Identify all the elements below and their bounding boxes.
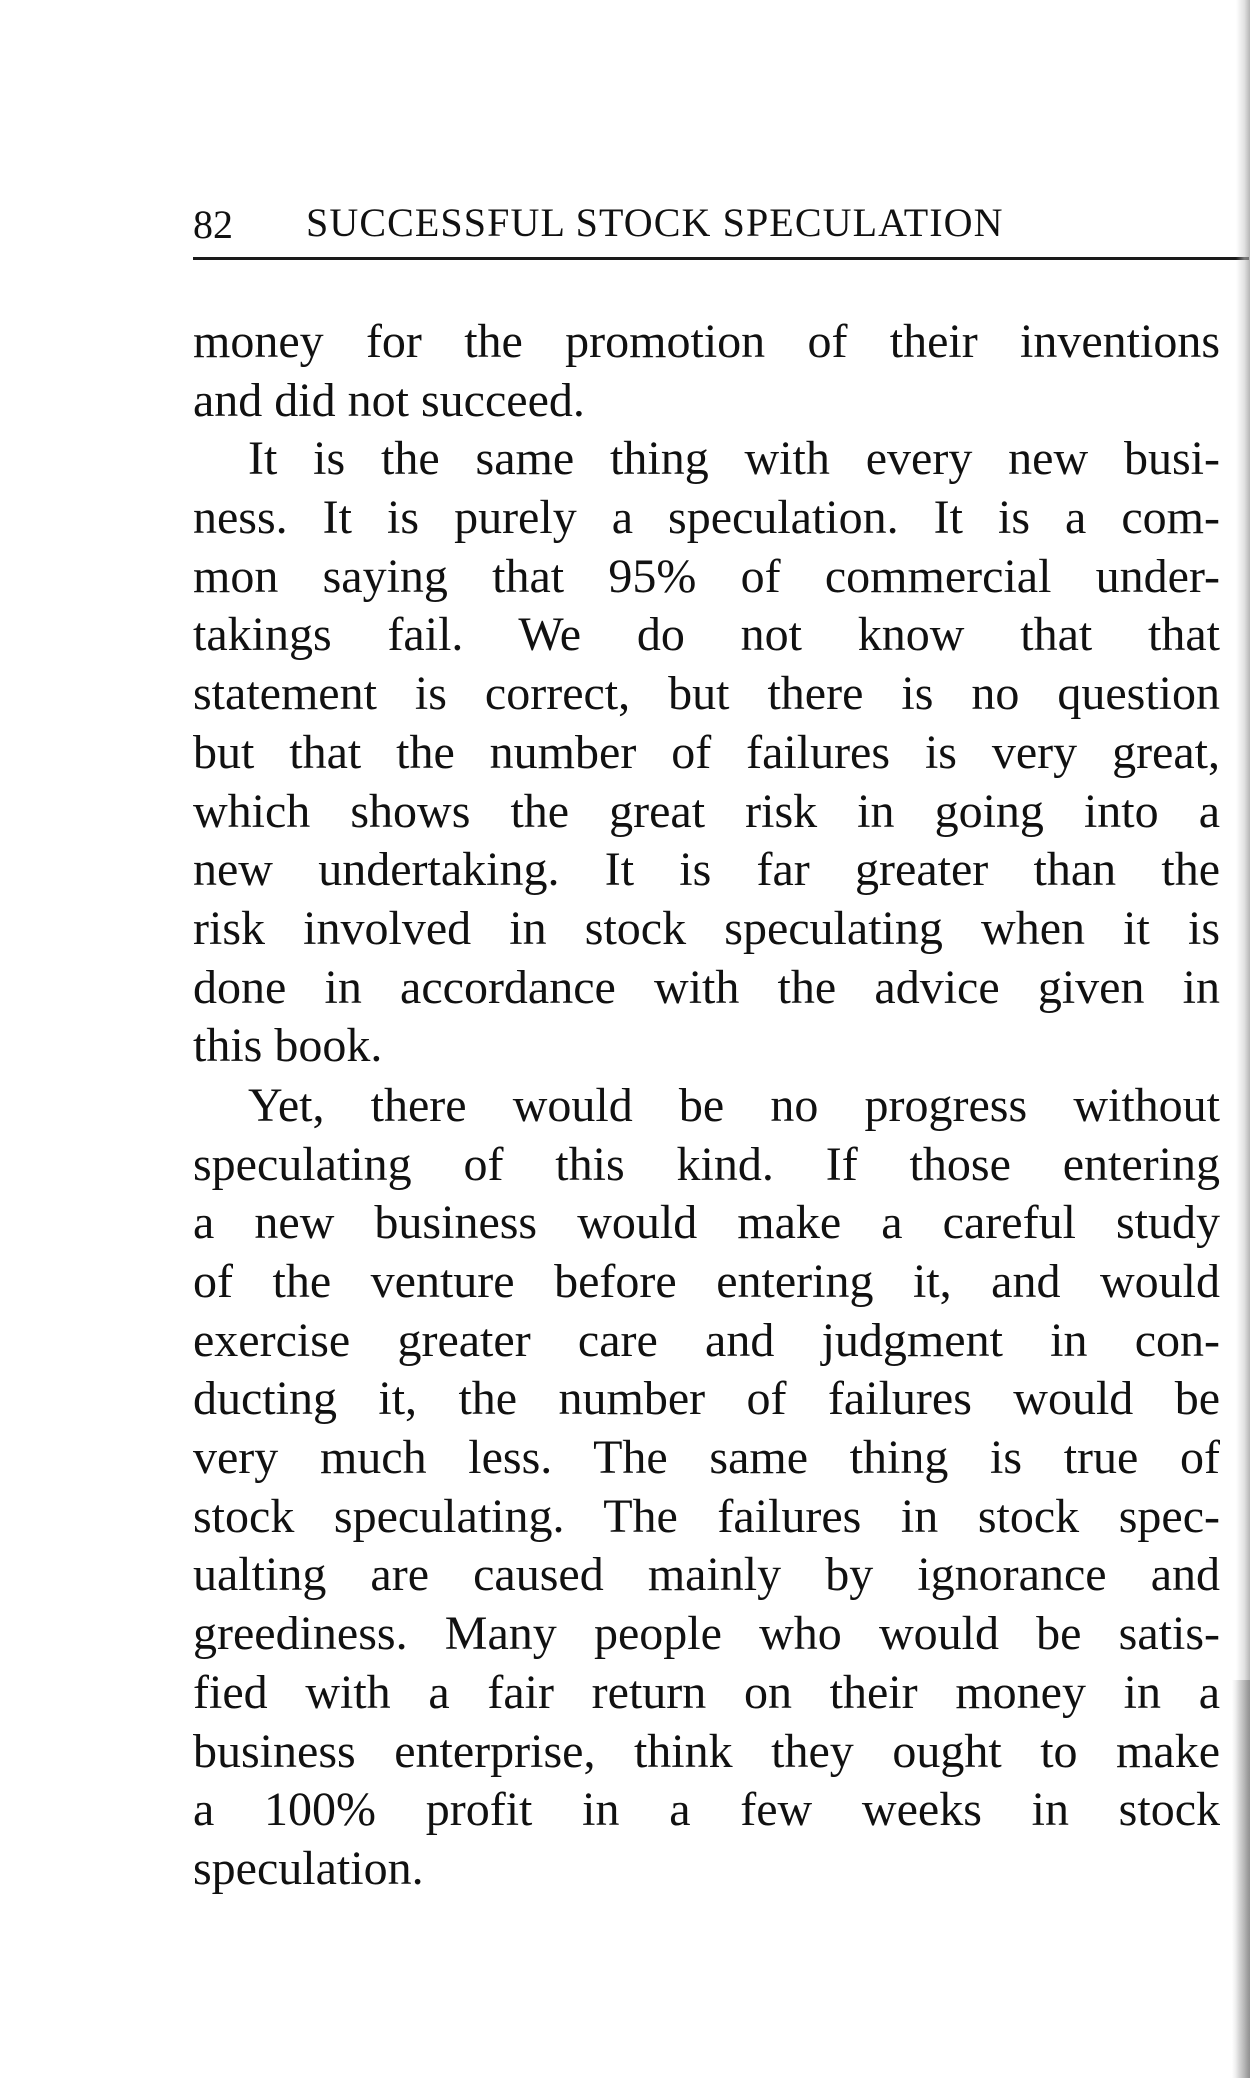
text-line: money for the promotion of their inventions	[193, 315, 1220, 368]
text-line: business enterprise, think they ought to make	[193, 1724, 1220, 1778]
text-line: which shows the great risk in going into a	[193, 784, 1220, 838]
paragraph-first-line: Yet, there would be no progress without	[248, 1078, 1220, 1132]
text-line: statement is correct, but there is no question	[193, 667, 1220, 721]
text-line: done in accordance with the advice given in	[193, 960, 1220, 1014]
page-number: 82	[193, 202, 233, 247]
text-line: risk involved in stock speculating when it is	[193, 901, 1220, 955]
text-line: exercise greater care and judgment in con-	[193, 1313, 1220, 1367]
page-header	[193, 197, 1249, 257]
text-line: speculating of this kind. If those entering	[193, 1137, 1220, 1191]
text-line: very much less. The same thing is true of	[193, 1431, 1220, 1485]
page-edge-shadow	[1232, 1680, 1250, 2078]
text-line: stock speculating. The failures in stock spec-	[193, 1489, 1220, 1543]
text-line: takings fail. We do not know that that	[193, 608, 1220, 662]
running-head: SUCCESSFUL STOCK SPECULATION	[306, 200, 1004, 245]
text-line: new undertaking. It is far greater than the	[193, 843, 1220, 897]
text-line: a 100% profit in a few weeks in stock	[193, 1783, 1220, 1837]
header-rule	[193, 257, 1249, 260]
text-line: a new business would make a careful study	[193, 1196, 1220, 1250]
text-line: ducting it, the number of failures would be	[193, 1372, 1220, 1426]
text-line: mon saying that 95% of commercial under-	[193, 549, 1220, 603]
text-line: but that the number of failures is very great,	[193, 725, 1220, 779]
text-line: this book.	[193, 1019, 383, 1073]
text-line: speculation.	[193, 1841, 424, 1895]
body-text	[193, 313, 1220, 1899]
text-line: of the venture before entering it, and would	[193, 1255, 1220, 1308]
paragraph-first-line: It is the same thing with every new busi-	[248, 432, 1220, 486]
text-line: and did not succeed.	[193, 373, 585, 427]
text-line: ness. It is purely a speculation. It is a com-	[193, 491, 1220, 545]
text-line: ualting are caused mainly by ignorance and	[193, 1548, 1220, 1602]
text-line: fied with a fair return on their money in a	[193, 1665, 1220, 1719]
text-line: greediness. Many people who would be satis-	[193, 1607, 1220, 1661]
